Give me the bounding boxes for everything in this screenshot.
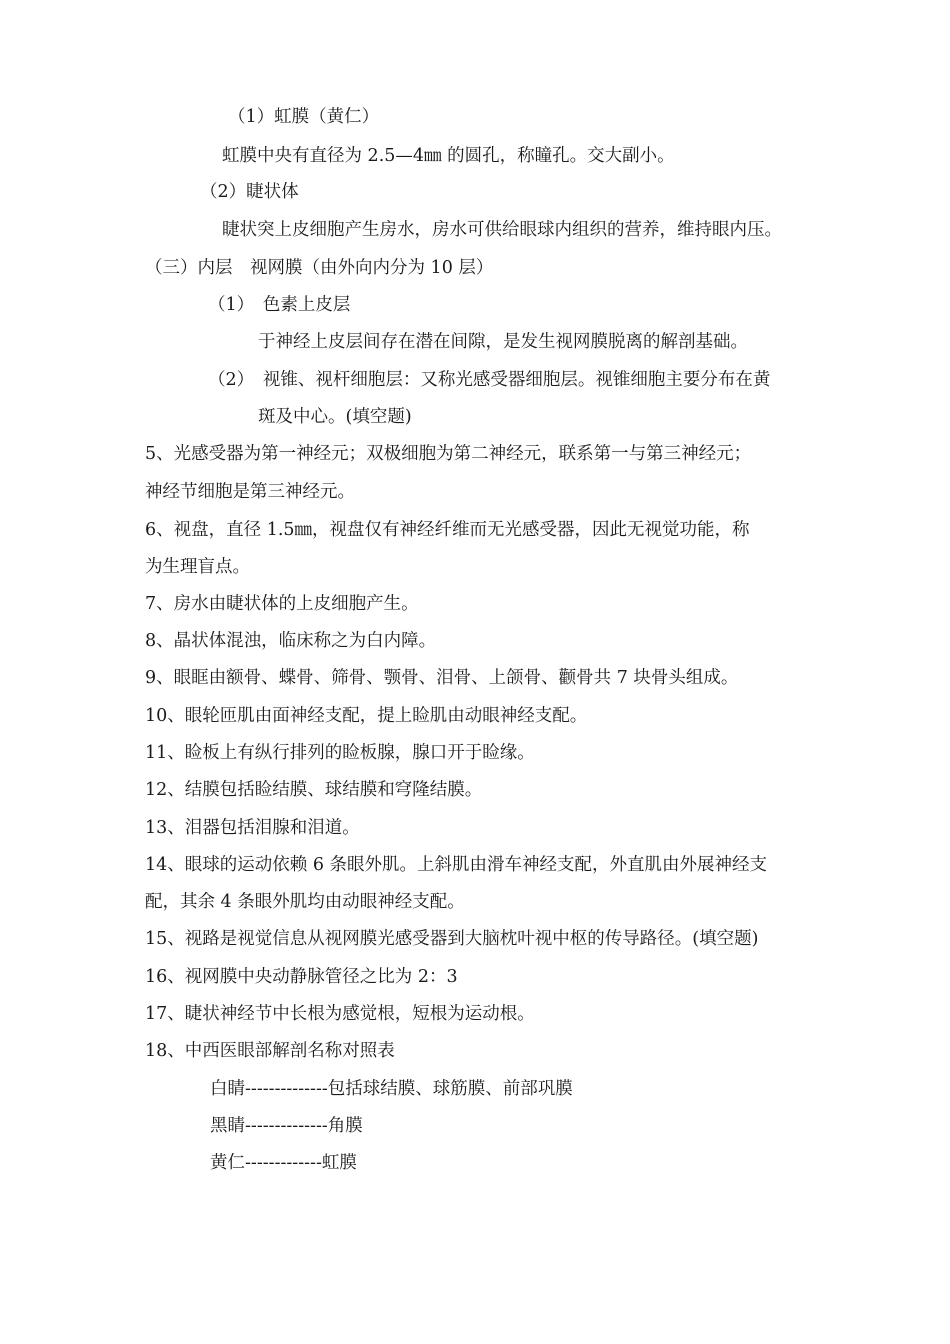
item-12: 12、结膜包括睑结膜、球结膜和穹隆结膜。 — [145, 780, 483, 800]
comparison-row-huangren: 黄仁-------------虹膜 — [210, 1153, 357, 1173]
inner-layer-heading: （三）内层 视网膜（由外向内分为 10 层） — [145, 258, 494, 278]
photoreceptor-layer-line2: 斑及中心。(填空题) — [258, 407, 412, 427]
item-6-line1: 6、视盘，直径 1.5㎜，视盘仅有神经纤维而无光感受器，因此无视觉功能，称 — [145, 520, 750, 540]
comparison-row-heijing: 黑睛--------------角膜 — [210, 1116, 363, 1136]
item-18: 18、中西医眼部解剖名称对照表 — [145, 1041, 395, 1061]
iris-heading: （1）虹膜（黄仁） — [228, 107, 380, 127]
item-5-line2: 神经节细胞是第三神经元。 — [145, 482, 355, 502]
item-9: 9、眼眶由额骨、蝶骨、筛骨、颚骨、泪骨、上颌骨、颧骨共 7 块骨头组成。 — [145, 668, 739, 688]
item-8: 8、晶状体混浊，临床称之为白内障。 — [145, 631, 437, 651]
item-5-line1: 5、光感受器为第一神经元；双极细胞为第二神经元，联系第一与第三神经元； — [145, 444, 752, 464]
item-6-line2: 为生理盲点。 — [145, 557, 250, 577]
item-13: 13、泪器包括泪腺和泪道。 — [145, 818, 360, 838]
ciliary-text: 睫状突上皮细胞产生房水，房水可供给眼球内组织的营养，维持眼内压。 — [222, 220, 782, 240]
item-11: 11、睑板上有纵行排列的睑板腺，腺口开于睑缘。 — [145, 743, 535, 763]
pigment-layer-text: 于神经上皮层间存在潜在间隙，是发生视网膜脱离的解剖基础。 — [258, 332, 748, 352]
item-10: 10、眼轮匝肌由面神经支配，提上睑肌由动眼神经支配。 — [145, 706, 588, 726]
comparison-row-baijing: 白睛--------------包括球结膜、球筋膜、前部巩膜 — [210, 1079, 573, 1099]
pigment-layer-heading: （1） 色素上皮层 — [208, 295, 351, 315]
item-16: 16、视网膜中央动静脉管径之比为 2：3 — [145, 967, 458, 987]
item-7: 7、房水由睫状体的上皮细胞产生。 — [145, 594, 419, 614]
ciliary-heading: （2）睫状体 — [200, 182, 299, 202]
item-14-line2: 配，其余 4 条眼外肌均由动眼神经支配。 — [145, 892, 465, 912]
item-15: 15、视路是视觉信息从视网膜光感受器到大脑枕叶视中枢的传导路径。(填空题) — [145, 929, 759, 949]
item-17: 17、睫状神经节中长根为感觉根，短根为运动根。 — [145, 1004, 535, 1024]
item-14-line1: 14、眼球的运动依赖 6 条眼外肌。上斜肌由滑车神经支配，外直肌由外展神经支 — [145, 855, 768, 875]
photoreceptor-layer-line1: （2） 视锥、视杆细胞层：又称光感受器细胞层。视锥细胞主要分布在黄 — [208, 370, 771, 390]
iris-text: 虹膜中央有直径为 2.5—4㎜ 的圆孔，称瞳孔。交大副小。 — [222, 146, 675, 166]
